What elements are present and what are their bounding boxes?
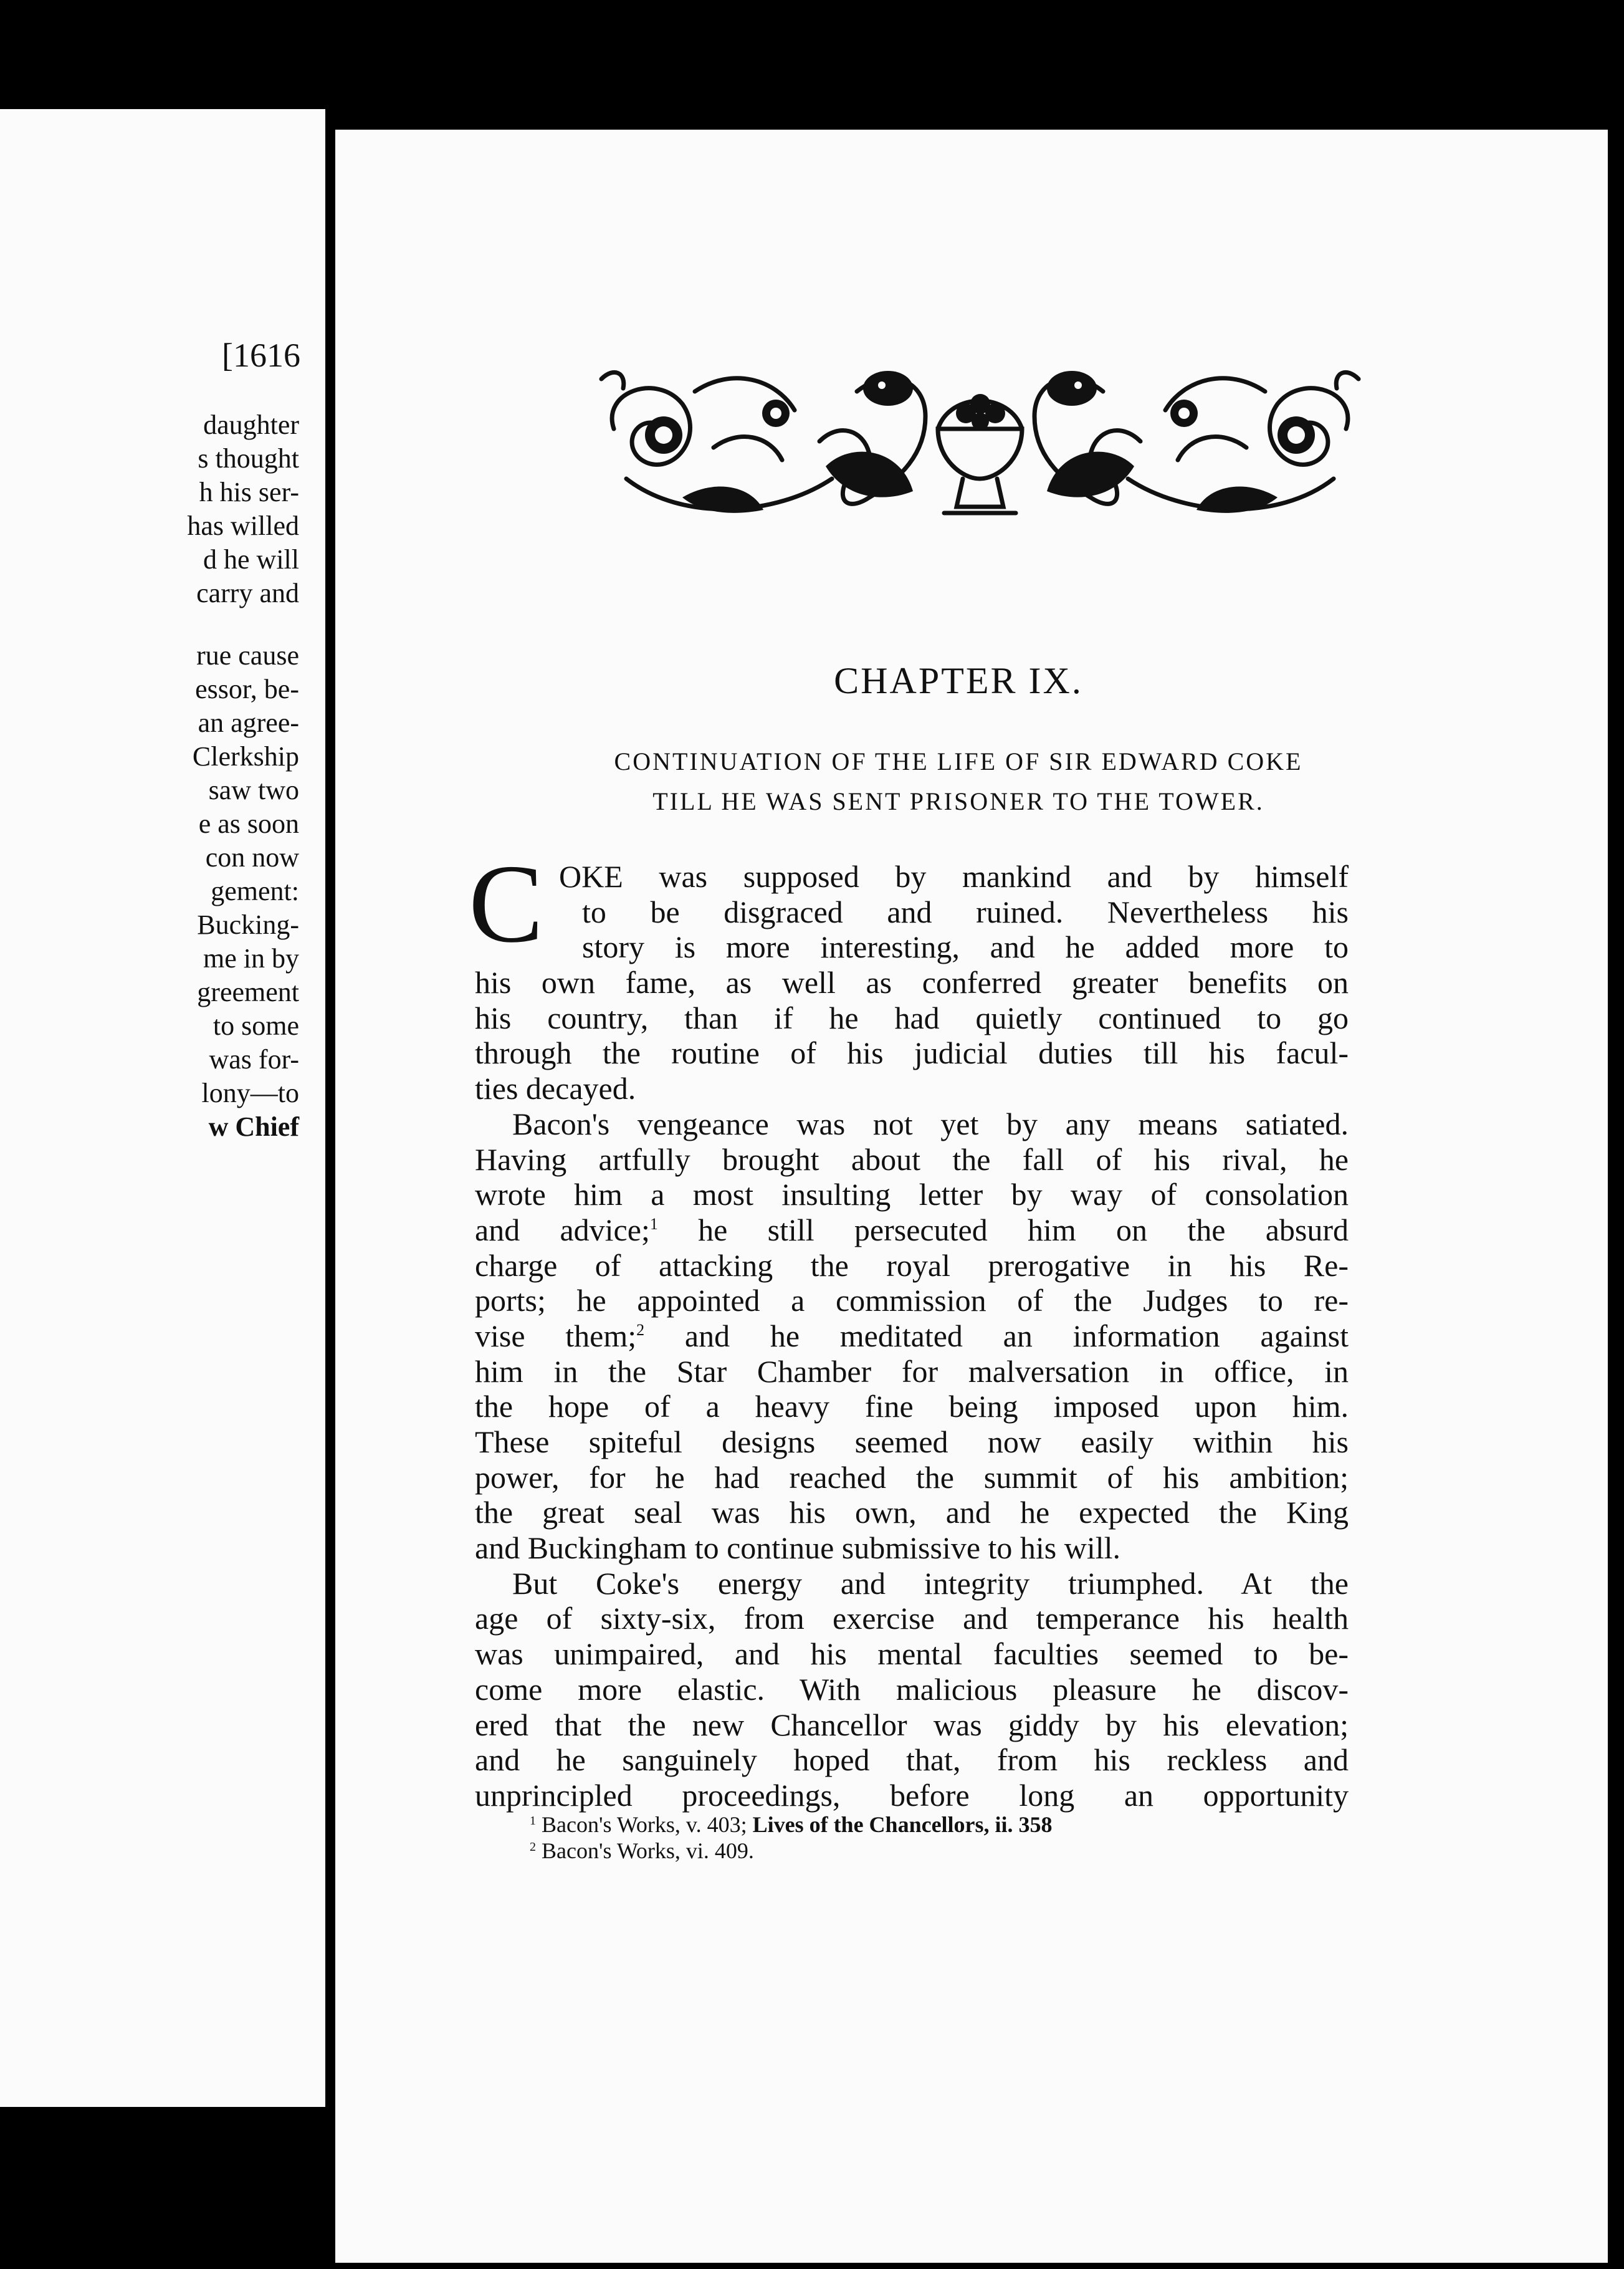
headpiece-ornament [589, 354, 1371, 529]
footnote-mark: 1 [649, 1214, 658, 1233]
previous-page-line: w Chief [208, 1111, 299, 1142]
footnote-bold-text: Lives of the Chancellors, ii. 358 [752, 1812, 1053, 1837]
previous-page-line: Bucking- [197, 909, 299, 940]
body-line: ties decayed. [475, 1071, 636, 1106]
body-line: OKE was supposed by mankind and by himself [559, 859, 1349, 894]
footnote-number: 2 [530, 1840, 536, 1854]
body-line [475, 1212, 1349, 1248]
previous-page-line: d he will [203, 544, 299, 575]
previous-page-line: me in by [203, 943, 299, 974]
body-line: ered that the new Chancellor was giddy by his elevation; [475, 1707, 1349, 1742]
body-line: him in the Star Chamber for malversation in office, in [475, 1353, 1349, 1389]
body-line-part: and advice; [475, 1212, 650, 1247]
previous-page-line: essor, be- [195, 674, 299, 704]
footnote-number: 1 [530, 1814, 536, 1828]
previous-page-line: lony—to [201, 1078, 299, 1108]
footnote-text: Bacon's Works, v. 403; [542, 1812, 747, 1837]
body-line-part: and he meditated an information against [684, 1318, 1349, 1353]
body-line: to be disgraced and ruined. Nevertheless his [582, 894, 1349, 929]
chapter-subtitle [460, 742, 1457, 822]
previous-page-line: saw two [208, 775, 299, 805]
subtitle-line: TILL HE WAS SENT PRISONER TO THE TOWER. [652, 787, 1264, 815]
body-line-part: vise them; [475, 1318, 637, 1353]
body-line: and he sanguinely hoped that, from his reckless and [475, 1742, 1349, 1778]
previous-page-text [0, 408, 299, 1144]
drop-cap: C [469, 842, 544, 966]
footnote-text: Bacon's Works, vi. 409. [542, 1838, 754, 1863]
body-line: ports; he appointed a commission of the Judges to re- [475, 1283, 1349, 1318]
body-line: come more elastic. With malicious pleasure he discov- [475, 1671, 1349, 1707]
footnote [530, 1811, 1340, 1838]
body-line: age of sixty-six, from exercise and temperance his health [475, 1601, 1349, 1636]
footnote-mark: 2 [636, 1320, 645, 1339]
body-line: was unimpaired, and his mental faculties seemed to be- [475, 1636, 1349, 1672]
chapter-title: CHAPTER IX. [834, 660, 1083, 701]
chapter-body [469, 842, 1349, 1813]
body-line [475, 1318, 1349, 1354]
body-line: through the routine of his judicial duties till his facul- [475, 1035, 1349, 1071]
body-line: power, for he had reached the summit of his ambition; [475, 1459, 1349, 1495]
body-line: the hope of a heavy fine being imposed upon him. [475, 1389, 1349, 1424]
body-line: story is more interesting, and he added more to [582, 929, 1349, 965]
body-line: unprincipled proceedings, before long an opportunity [475, 1777, 1349, 1813]
previous-page-line: greement [197, 977, 299, 1007]
previous-page-line: carry and [196, 578, 299, 608]
body-line: the great seal was his own, and he expected the King [475, 1495, 1349, 1530]
body-line: Bacon's vengeance was not yet by any means satiated. [512, 1106, 1349, 1141]
body-line: Having artfully brought about the fall of his rival, he [475, 1141, 1349, 1177]
previous-page-line: rue cause [196, 640, 299, 671]
subtitle-line: CONTINUATION OF THE LIFE OF SIR EDWARD COKE [614, 747, 1303, 775]
previous-page-line: con now [205, 842, 299, 873]
body-line: and Buckingham to continue submissive to his will. [475, 1530, 1121, 1566]
body-line: charge of attacking the royal prerogative in his Re- [475, 1247, 1349, 1283]
chapter-page [335, 130, 1608, 2263]
running-header-year: [1616 [222, 337, 300, 374]
previous-page-line: was for- [209, 1044, 299, 1075]
previous-page-line: daughter [203, 410, 299, 440]
body-line: his country, than if he had quietly continued to go [475, 1000, 1349, 1035]
previous-page-line: an agree- [198, 708, 299, 738]
body-line: But Coke's energy and integrity triumphed. At the [512, 1565, 1349, 1601]
previous-page-line: Clerkship [192, 741, 299, 772]
previous-page-line: s thought [198, 443, 299, 474]
previous-page-line: has willed [187, 511, 299, 541]
body-line-part: he still persecuted him on the absurd [698, 1212, 1349, 1247]
body-line: his own fame, as well as conferred greater benefits on [475, 965, 1349, 1000]
previous-page [0, 109, 325, 2107]
previous-page-line: gement: [211, 876, 299, 906]
previous-page-line: to some [213, 1010, 299, 1041]
previous-page-line: e as soon [198, 808, 299, 839]
footnotes [530, 1811, 1340, 1864]
body-line: These spiteful designs seemed now easily within his [475, 1424, 1349, 1459]
footnote [530, 1838, 1340, 1864]
body-line: wrote him a most insulting letter by way of consolation [475, 1177, 1349, 1212]
previous-page-line: h his ser- [199, 477, 299, 507]
